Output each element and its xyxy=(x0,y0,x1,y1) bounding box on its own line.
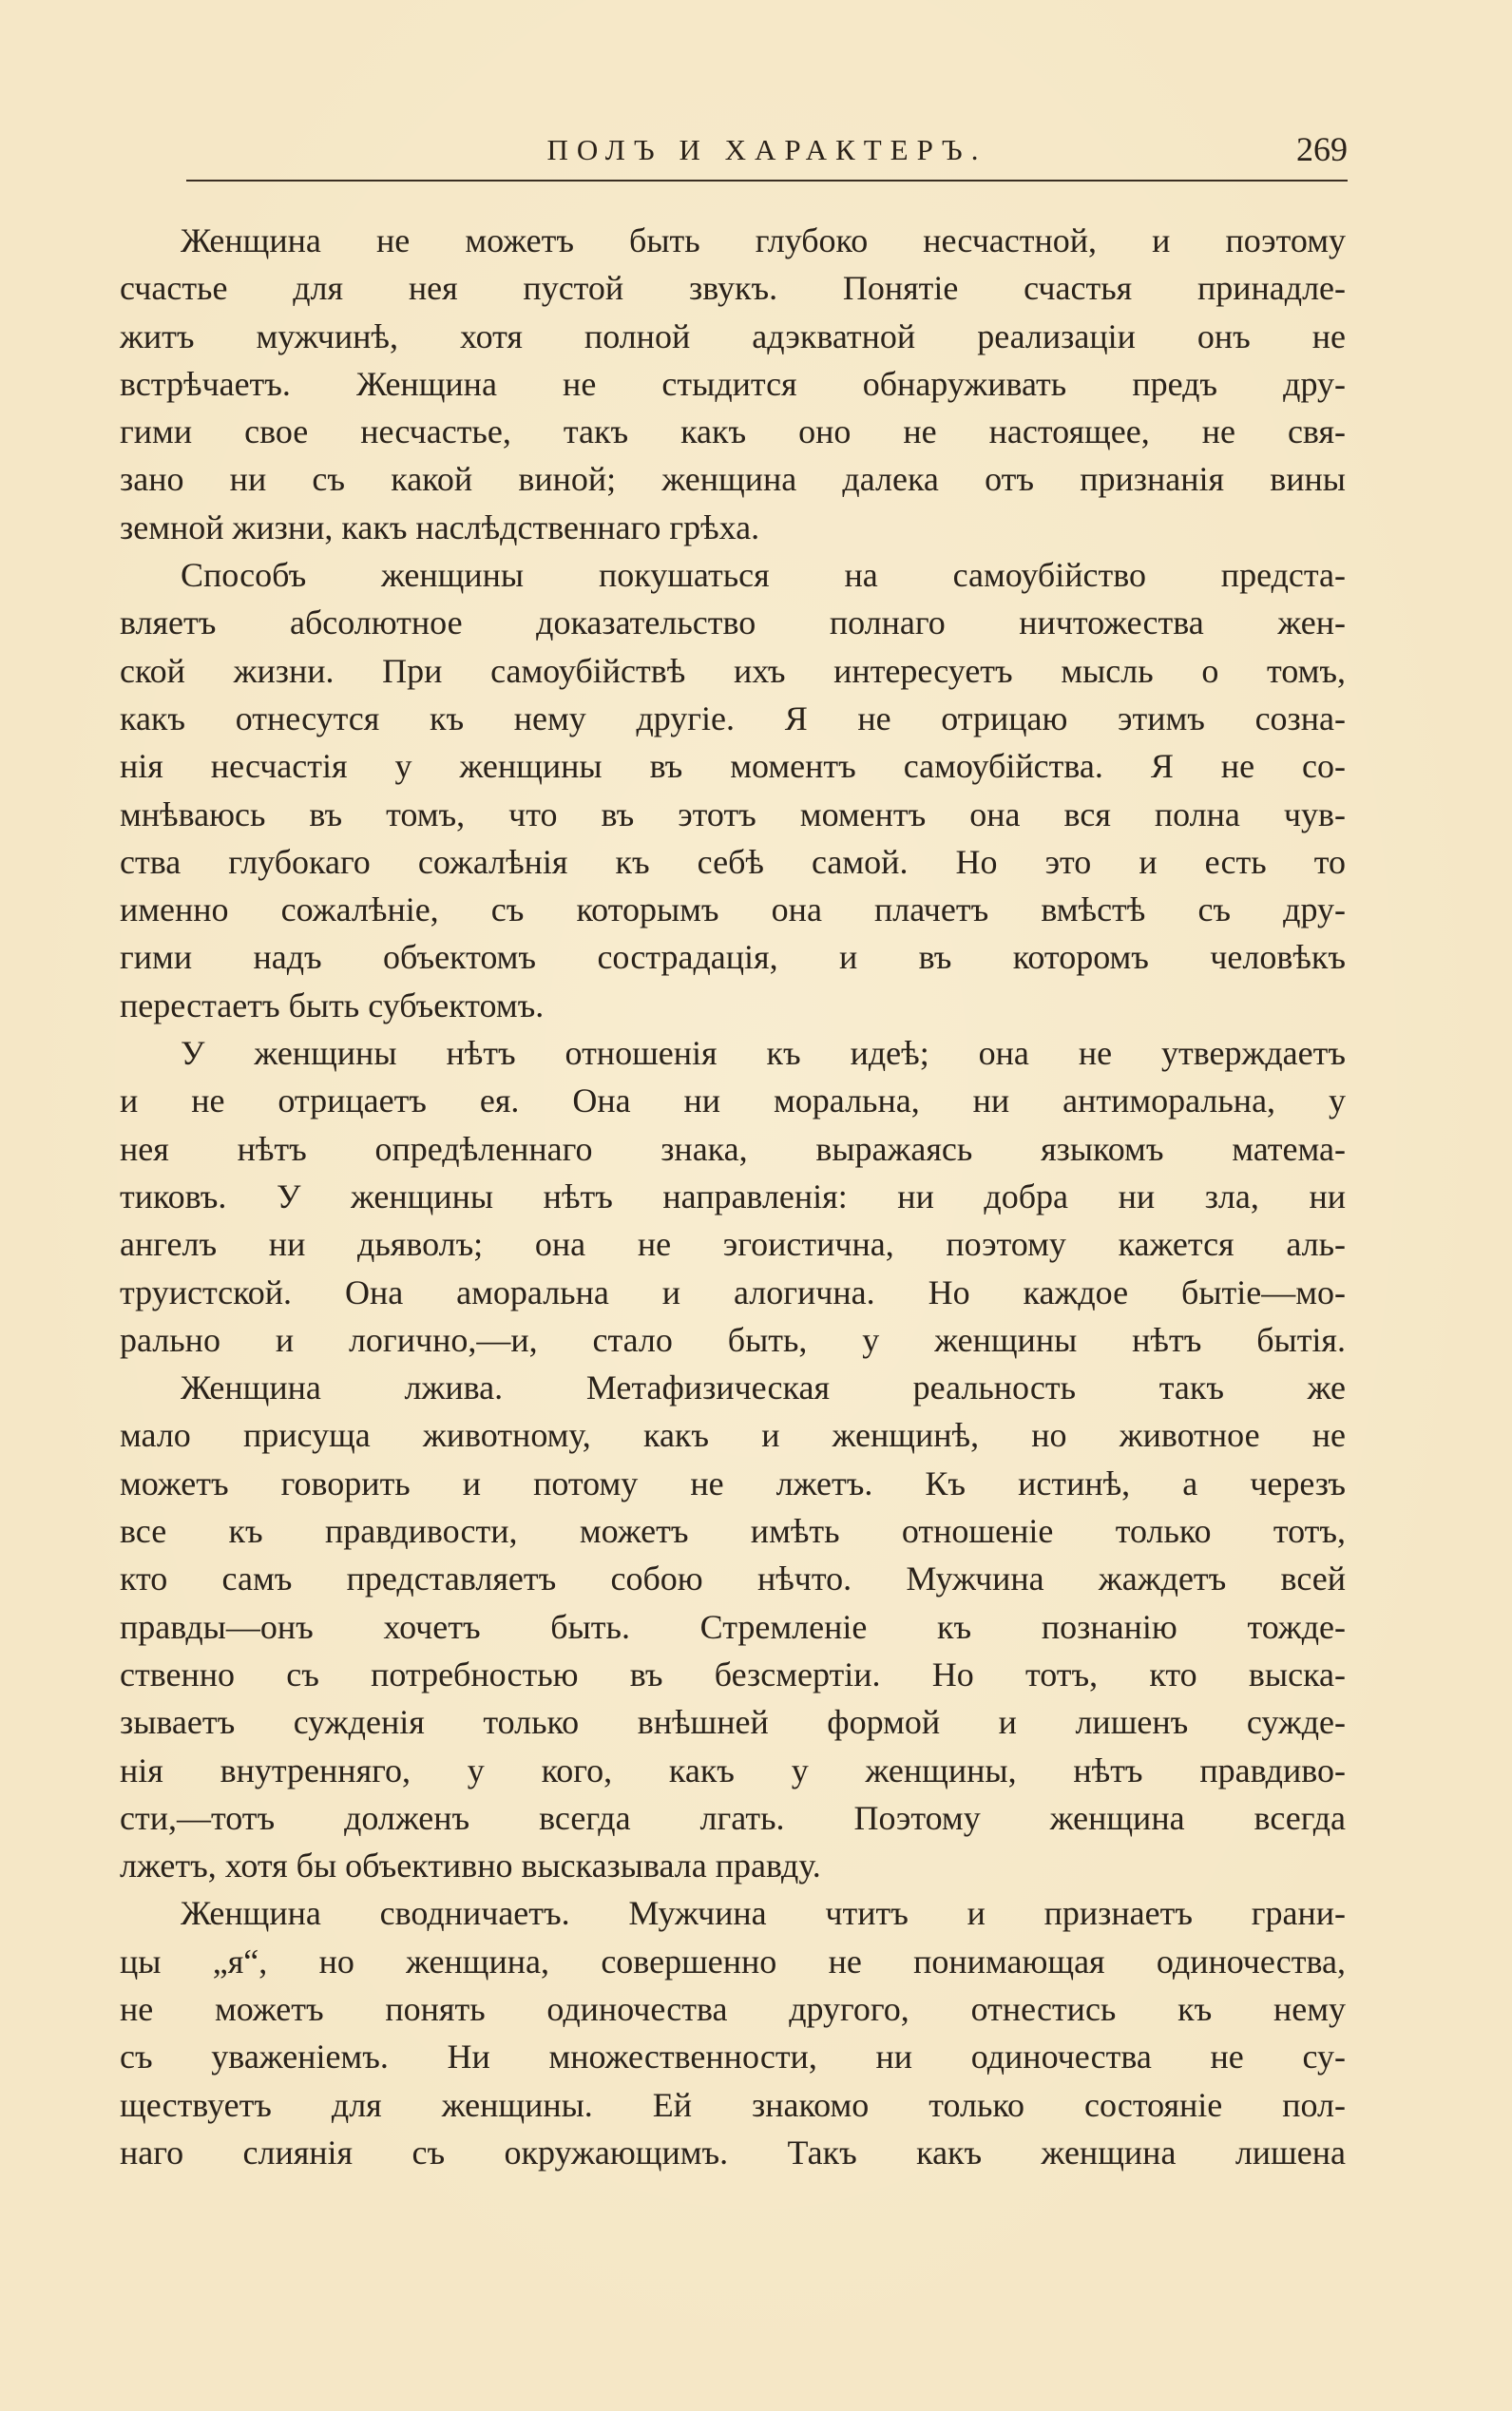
text-line: рально и логично,—и, стало быть, у женщины нѣтъ бытія. xyxy=(120,1320,1346,1359)
text-line: наго слиянія съ окружающимъ. Такъ какъ женщина лишена xyxy=(120,2133,1346,2172)
text-line: правды—онъ хочетъ быть. Стремленіе къ познанію тождe- xyxy=(120,1607,1346,1646)
text-line: сти,—тотъ долженъ всегда лгать. Поэтому женщина всегда xyxy=(120,1798,1346,1837)
text-line: все къ правдивости, можетъ имѣть отношеніе только тотъ, xyxy=(120,1512,1346,1551)
text-line: не можетъ понять одиночества другого, отнестись къ нему xyxy=(120,1989,1346,2028)
text-line: житъ мужчинѣ, хотя полной адэкватной реализаціи онъ не xyxy=(120,316,1346,355)
text-line: перестаетъ быть субъектомъ. xyxy=(120,985,545,1024)
text-line: У женщины нѣтъ отношенія къ идеѣ; она не утверждаетъ xyxy=(181,1034,1346,1073)
text-line: ангелъ ни дьяволъ; она не эгоистична, поэтому кажется аль- xyxy=(120,1225,1346,1264)
page-number: 269 xyxy=(1296,130,1348,168)
text-line: труистской. Она аморальна и алогична. Но каждое бытіе—мо- xyxy=(120,1272,1346,1311)
text-line: ства глубокаго сожалѣнія къ себѣ самой. Но это и есть то xyxy=(120,842,1346,881)
text-line: ществуетъ для женщины. Ей знакомо только состояніе пол- xyxy=(120,2085,1346,2124)
text-line: нія несчастія у женщины въ моментъ самоубійства. Я не со- xyxy=(120,747,1346,786)
text-line: гими свое несчастье, такъ какъ оно не настоящее, не свя- xyxy=(120,412,1346,451)
text-line: встрѣчаетъ. Женщина не стыдится обнаруживать предъ дру- xyxy=(120,364,1346,403)
text-line: Способъ женщины покушаться на самоубійство предста- xyxy=(181,556,1346,595)
text-line: Женщина не можетъ быть глубоко несчастной, и поэтому xyxy=(181,221,1346,259)
text-line: мало присуща животному, какъ и женщинѣ, но животное не xyxy=(120,1416,1346,1455)
text-line: цы „я“, но женщина, совершенно не понимающая одиночества, xyxy=(120,1942,1346,1980)
text-line: нея нѣтъ опредѣленнаго знака, выражаясь языкомъ матема- xyxy=(120,1129,1346,1168)
text-line: тиковъ. У женщины нѣтъ направленія: ни добра ни зла, ни xyxy=(120,1177,1346,1215)
text-line: гими надъ объектомъ сострадація, и въ которомъ человѣкъ xyxy=(120,938,1346,977)
text-line: именно сожалѣніе, съ которымъ она плачетъ вмѣстѣ съ дру- xyxy=(120,890,1346,929)
page-header xyxy=(186,130,1348,179)
text-line: кто самъ представляетъ собою нѣчто. Мужчина жаждетъ всей xyxy=(120,1559,1346,1598)
text-line: лжетъ, хотя бы объективно высказывала правду. xyxy=(120,1847,821,1885)
text-line: какъ отнесутся къ нему другіе. Я не отрицаю этимъ созна- xyxy=(120,698,1346,737)
text-line: зано ни съ какой виной; женщина далека отъ признанія вины xyxy=(120,460,1346,499)
text-line: съ уваженіемъ. Ни множественности, ни одиночества не су- xyxy=(120,2038,1346,2076)
text-line: Женщина сводничаетъ. Мужчина чтитъ и признаетъ грани- xyxy=(181,1894,1346,1933)
text-line: земной жизни, какъ наслѣдственнаго грѣха. xyxy=(120,507,760,546)
text-line: ственно съ потребностью въ безсмертіи. Но тотъ, кто выска- xyxy=(120,1655,1346,1693)
text-line: мнѣваюсь въ томъ, что въ этотъ моментъ она вся полна чув- xyxy=(120,794,1346,833)
body-text xyxy=(120,217,1346,2176)
text-line: зываетъ сужденія только внѣшней формой и лишенъ сужде- xyxy=(120,1703,1346,1742)
running-head: ПОЛЪ И ХАРАКТЕРЪ. xyxy=(546,133,987,166)
text-line: ской жизни. При самоубійствѣ ихъ интересуетъ мысль о томъ, xyxy=(120,651,1346,690)
text-line: Женщина лжива. Метафизическая реальность такъ же xyxy=(181,1368,1346,1407)
text-line: можетъ говорить и потому не лжетъ. Къ истинѣ, а черезъ xyxy=(120,1464,1346,1502)
header-rule xyxy=(186,180,1348,182)
text-line: и не отрицаетъ ея. Она ни моральна, ни антиморальна, у xyxy=(120,1081,1346,1120)
text-line: нія внутренняго, у кого, какъ у женщины, нѣтъ правдиво- xyxy=(120,1751,1346,1789)
text-line: вляетъ абсолютное доказательство полнаго ничтожества жен- xyxy=(120,603,1346,642)
text-line: счастье для нея пустой звукъ. Понятіе счастья принадле- xyxy=(120,269,1346,308)
